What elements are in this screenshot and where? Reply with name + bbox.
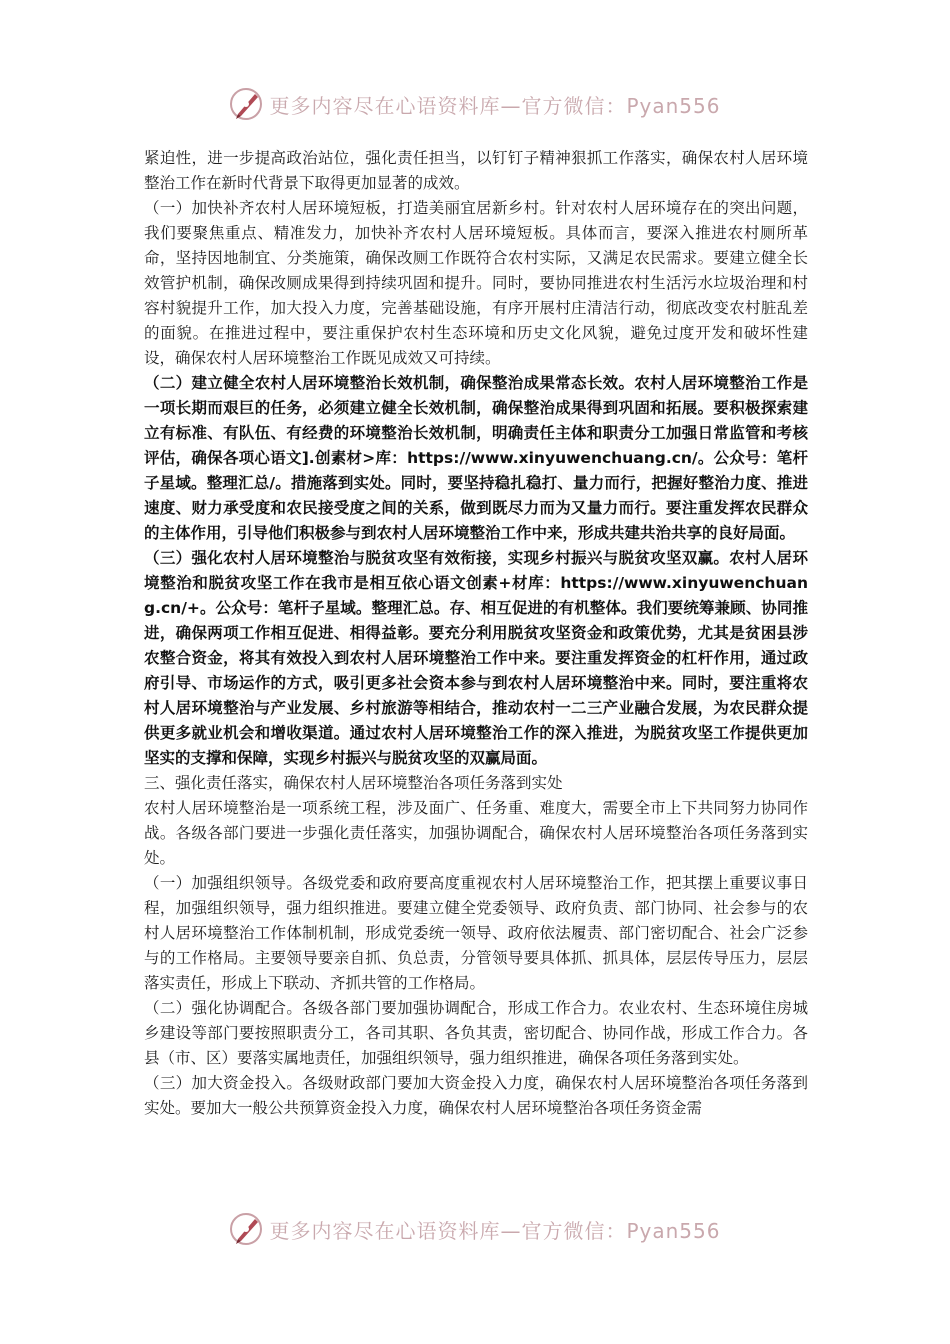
paragraph-section-3-intro: 农村人居环境整治是一项系统工程，涉及面广、任务重、难度大，需要全市上下共同努力协同作战。各级各部门要进一步强化责任落实，加强协调配合，确保农村人居环境整治各项任务落到实处。 xyxy=(144,799,808,867)
paragraph-coordination: （二）强化协调配合。各级各部门要加强协调配合，形成工作合力。农业农村、生态环境住房城乡建设等部门要按照职责分工，各司其职、各负其责，密切配合、协同作战，形成工作合力。各县（市、区）要落实属地责任，加强组织领导，强力组织推进，确保各项任务落到实处。 xyxy=(144,999,808,1067)
header-banner xyxy=(0,84,950,124)
paragraph-item-3: （三）强化农村人居环境整治与脱贫攻坚有效衔接，实现乡村振兴与脱贫攻坚双赢。农村人居环境整治和脱贫攻坚工作在我市是相互依心语文创素+材库：https://www.xinyuwenchuang.cn/+。公众号：笔杆子星域。整理汇总。存、相互促进的有机整体。我们要统筹兼顾、协同推进，确保两项工作相互促进、相得益彰。要充分利用脱贫攻坚资金和政策优势，尤其是贫困县涉农整合资金，将其有效投入到农村人居环境整治工作中来。要注重发挥资金的杠杆作用，通过政府引导、市场运作的方式，吸引更多社会资本参与到农村人居环境整治中来。同时，要注重将农村人居环境整治与产业发展、乡村旅游等相结合，推动农村一二三产业融合发展，为农民群众提供更多就业机会和增收渠道。通过农村人居环境整治工作的深入推进，为脱贫攻坚工作提供更加坚实的支撑和保障，实现乡村振兴与脱贫攻坚的双赢局面。 xyxy=(144,549,808,767)
footer-banner-text: 更多内容尽在心语资料库—官方微信：Pyan556 xyxy=(269,1218,721,1243)
header-banner-text: 更多内容尽在心语资料库—官方微信：Pyan556 xyxy=(269,93,721,118)
pen-logo-icon xyxy=(229,1211,265,1247)
paragraph-organization: （一）加强组织领导。各级党委和政府要高度重视农村人居环境整治工作，把其摆上重要议事日程，加强组织领导，强力组织推进。要建立健全党委领导、政府负责、部门协同、社会参与的农村人居环境整治工作体制机制，形成党委统一领导、政府依法履责、部门密切配合、社会广泛参与的工作格局。主要领导要亲自抓、负总责，分管领导要具体抓、抓具体，层层传导压力，层层落实责任，形成上下联动、齐抓共管的工作格局。 xyxy=(144,874,808,992)
section-heading-3: 三、强化责任落实，确保农村人居环境整治各项任务落到实处 xyxy=(144,774,563,792)
paragraph-item-2: （二）建立健全农村人居环境整治长效机制，确保整治成果常态长效。农村人居环境整治工作是一项长期而艰巨的任务，必须建立健全长效机制，确保整治成果得到巩固和拓展。要积极探索建立有标准、有队伍、有经费的环境整治长效机制，明确责任主体和职责分工加强日常监管和考核评估，确保各项心语文].创素材>库：https://www.xinyuwenchuang.cn/。公众号：笔杆子星域。整理汇总/。措施落到实处。同时，要坚持稳扎稳打、量力而行，把握好整治力度、推进速度、财力承受度和农民接受度之间的关系，做到既尽力而为又量力而行。要注重发挥农民群众的主体作用，引导他们积极参与到农村人居环境整治工作中来，形成共建共治共享的良好局面。 xyxy=(144,374,808,542)
footer-banner xyxy=(0,1209,950,1249)
pen-logo-icon xyxy=(229,86,265,122)
paragraph-item-1: （一）加快补齐农村人居环境短板，打造美丽宜居新乡村。针对农村人居环境存在的突出问题，我们要聚焦重点、精准发力，加快补齐农村人居环境短板。具体而言，要深入推进农村厕所革命，坚持因地制宜、分类施策，确保改厕工作既符合农村实际，又满足农民需求。要建立健全长效管护机制，确保改厕成果得到持续巩固和提升。同时，要协同推进农村生活污水垃圾治理和村容村貌提升工作，加大投入力度，完善基础设施，有序开展村庄清洁行动，彻底改变农村脏乱差的面貌。在推进过程中，要注重保护农村生态环境和历史文化风貌，避免过度开发和破坏性建设，确保农村人居环境整治工作既见成效又可持续。 xyxy=(144,199,808,367)
paragraph-funding: （三）加大资金投入。各级财政部门要加大资金投入力度，确保农村人居环境整治各项任务落到实处。要加大一般公共预算资金投入力度，确保农村人居环境整治各项任务资金需 xyxy=(144,1074,808,1117)
document-body xyxy=(144,146,808,1121)
paragraph-intro-continued: 紧迫性，进一步提高政治站位，强化责任担当，以钉钉子精神狠抓工作落实，确保农村人居环境整治工作在新时代背景下取得更加显著的成效。 xyxy=(144,149,808,192)
